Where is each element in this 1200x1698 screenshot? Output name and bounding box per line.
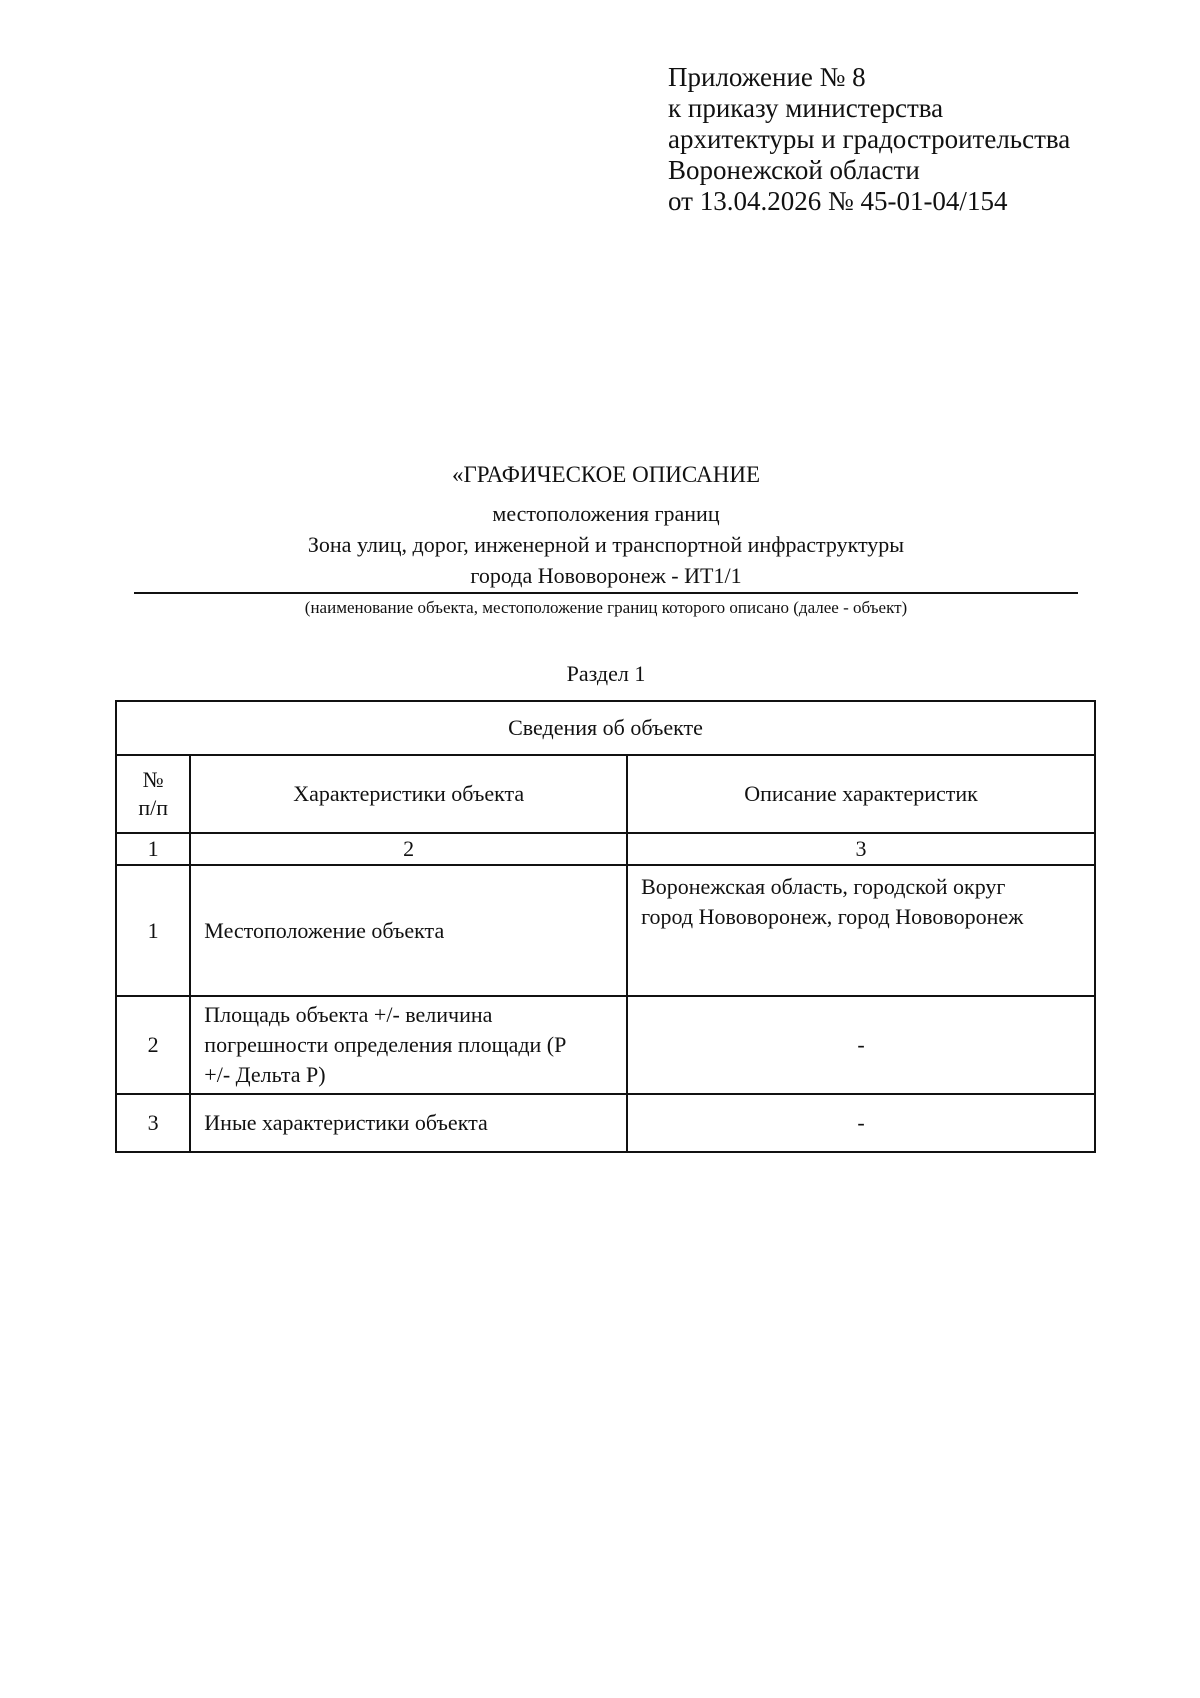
document-title-block — [134, 460, 1078, 591]
row-characteristic: Иные характеристики объекта — [190, 1094, 627, 1152]
object-info-table — [115, 700, 1096, 1153]
header-description: Описание характеристик — [627, 755, 1095, 833]
header-characteristics: Характеристики объекта — [190, 755, 627, 833]
row-number: 2 — [116, 996, 190, 1094]
object-name-caption: (наименование объекта, местоположение границ которого описано (далее - объект) — [304, 598, 908, 617]
appendix-line: архитектуры и градостроительства — [668, 124, 1071, 154]
characteristic-line: Площадь объекта +/- величина — [204, 1002, 493, 1027]
description-line: город Нововоронеж, город Нововоронеж — [641, 904, 1024, 929]
row-number: 1 — [116, 865, 190, 996]
appendix-line: Воронежской области — [668, 155, 920, 185]
header-number-symbol: № — [142, 767, 164, 792]
row-characteristic — [190, 996, 627, 1094]
appendix-line: к приказу министерства — [668, 93, 944, 123]
description-line: Воронежская область, городской округ — [641, 874, 1006, 899]
document-title: «ГРАФИЧЕСКОЕ ОПИСАНИЕ — [451, 462, 760, 487]
column-number: 3 — [627, 833, 1095, 865]
title-subline: местоположения границ — [492, 501, 720, 526]
appendix-header — [668, 62, 1070, 217]
table-caption-row — [116, 701, 1095, 755]
table-row — [116, 996, 1095, 1094]
row-number: 3 — [116, 1094, 190, 1152]
object-name-line: города Нововоронеж - ИТ1/1 — [470, 563, 742, 588]
object-name-line: Зона улиц, дорог, инженерной и транспортной инфраструктуры — [307, 532, 905, 557]
characteristic-line: +/- Дельта Р) — [204, 1062, 326, 1087]
object-name-underline — [134, 592, 1078, 594]
section-title: Раздел 1 — [566, 661, 646, 686]
table-header-row — [116, 755, 1095, 833]
row-description — [627, 865, 1095, 996]
table-row — [116, 865, 1095, 996]
column-number-row — [116, 833, 1095, 865]
header-number-label: п/п — [138, 795, 168, 820]
appendix-line: Приложение № 8 — [668, 62, 866, 92]
column-number: 1 — [116, 833, 190, 865]
appendix-line: от 13.04.2026 № 45-01-04/154 — [668, 186, 1008, 216]
row-description: - — [627, 1094, 1095, 1152]
row-description: - — [627, 996, 1095, 1094]
table-row — [116, 1094, 1095, 1152]
characteristic-line: погрешности определения площади (Р — [204, 1032, 567, 1057]
header-number — [116, 755, 190, 833]
row-characteristic: Местоположение объекта — [190, 865, 627, 996]
table-caption: Сведения об объекте — [116, 701, 1095, 755]
column-number: 2 — [190, 833, 627, 865]
